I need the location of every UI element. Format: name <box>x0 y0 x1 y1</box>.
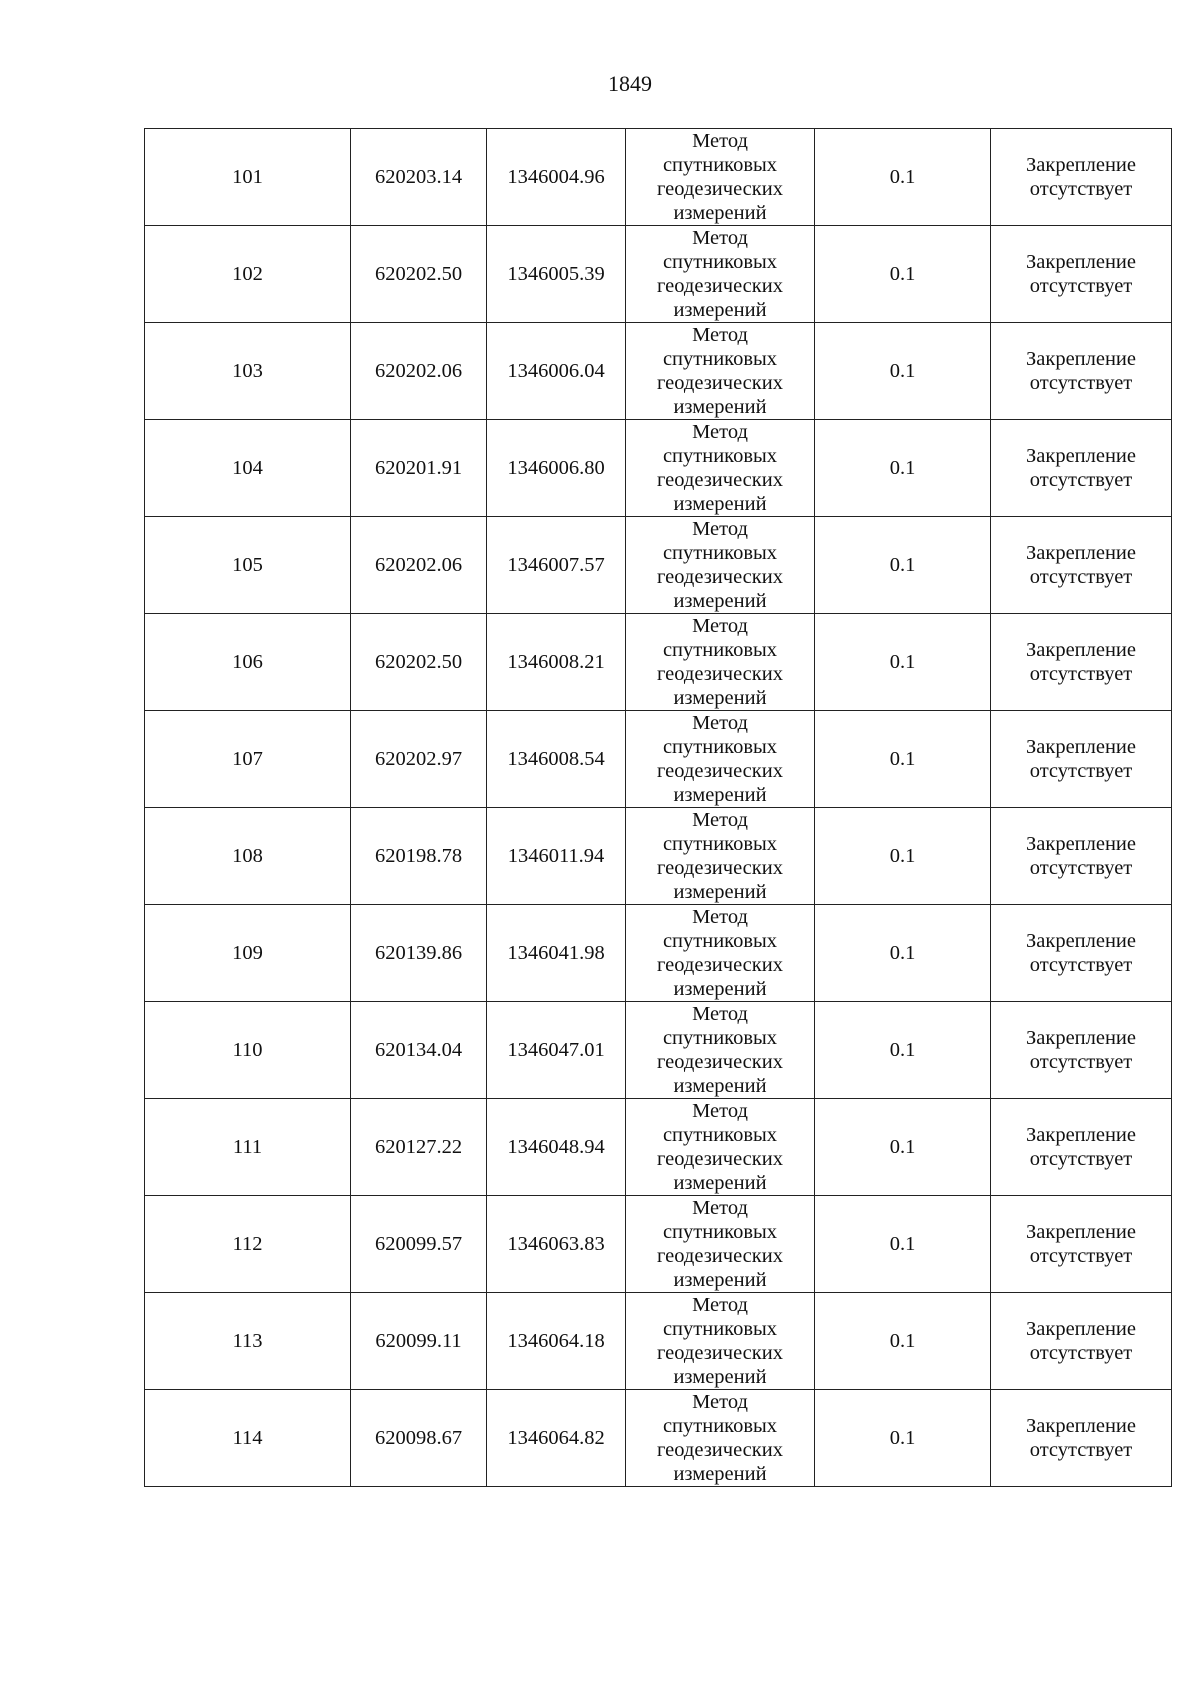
x-coordinate-cell: 620198.78 <box>351 808 487 905</box>
fixing-text-line: Закрепление <box>1025 833 1137 855</box>
table-row <box>145 1002 1172 1099</box>
fixing-text-line: отсутствует <box>1029 1342 1133 1364</box>
method-text-line: геодезических <box>657 954 783 976</box>
y-coordinate-cell: 1346047.01 <box>487 1002 626 1099</box>
fixing-cell <box>991 1293 1172 1390</box>
method-text-line: спутниковых <box>662 542 778 564</box>
fixing-cell <box>991 1390 1172 1487</box>
method-text-line: Метод <box>692 130 748 152</box>
table-row <box>145 129 1172 226</box>
fixing-text-line: Закрепление <box>1025 1124 1137 1146</box>
x-coordinate-cell: 620202.06 <box>351 323 487 420</box>
x-coordinate-cell: 620202.97 <box>351 711 487 808</box>
y-coordinate-cell: 1346006.80 <box>487 420 626 517</box>
fixing-text-line: отсутствует <box>1029 760 1133 782</box>
method-text-line: спутниковых <box>662 445 778 467</box>
fixing-cell <box>991 1196 1172 1293</box>
accuracy-cell: 0.1 <box>815 517 991 614</box>
fixing-cell <box>991 323 1172 420</box>
y-coordinate-cell: 1346063.83 <box>487 1196 626 1293</box>
point-number-cell: 111 <box>145 1099 351 1196</box>
table-row <box>145 517 1172 614</box>
method-text-line: Метод <box>692 906 748 928</box>
method-text-line: Метод <box>692 1197 748 1219</box>
fixing-text-line: отсутствует <box>1029 857 1133 879</box>
table-row <box>145 808 1172 905</box>
accuracy-cell: 0.1 <box>815 226 991 323</box>
method-text-line: измерений <box>673 1269 767 1291</box>
point-number-cell: 106 <box>145 614 351 711</box>
y-coordinate-cell: 1346004.96 <box>487 129 626 226</box>
fixing-text-line: отсутствует <box>1029 372 1133 394</box>
method-text-line: Метод <box>692 421 748 443</box>
accuracy-cell: 0.1 <box>815 905 991 1002</box>
x-coordinate-cell: 620202.50 <box>351 226 487 323</box>
table-row <box>145 226 1172 323</box>
point-number-cell: 110 <box>145 1002 351 1099</box>
method-text-line: геодезических <box>657 469 783 491</box>
accuracy-cell: 0.1 <box>815 1293 991 1390</box>
coordinates-table <box>144 128 1172 1487</box>
fixing-text-line: отсутствует <box>1029 275 1133 297</box>
method-cell <box>626 711 815 808</box>
method-text-line: Метод <box>692 615 748 637</box>
accuracy-cell: 0.1 <box>815 614 991 711</box>
table-row <box>145 1390 1172 1487</box>
y-coordinate-cell: 1346005.39 <box>487 226 626 323</box>
accuracy-cell: 0.1 <box>815 1196 991 1293</box>
method-text-line: геодезических <box>657 275 783 297</box>
table-row <box>145 1099 1172 1196</box>
y-coordinate-cell: 1346008.54 <box>487 711 626 808</box>
method-text-line: Метод <box>692 1003 748 1025</box>
method-text-line: спутниковых <box>662 251 778 273</box>
fixing-text-line: Закрепление <box>1025 445 1137 467</box>
accuracy-cell: 0.1 <box>815 1002 991 1099</box>
method-text-line: Метод <box>692 712 748 734</box>
x-coordinate-cell: 620127.22 <box>351 1099 487 1196</box>
fixing-cell <box>991 1002 1172 1099</box>
method-cell <box>626 808 815 905</box>
point-number-cell: 107 <box>145 711 351 808</box>
point-number-cell: 103 <box>145 323 351 420</box>
accuracy-cell: 0.1 <box>815 323 991 420</box>
fixing-cell <box>991 226 1172 323</box>
method-text-line: измерений <box>673 978 767 1000</box>
fixing-text-line: отсутствует <box>1029 566 1133 588</box>
point-number-cell: 102 <box>145 226 351 323</box>
point-number-cell: 109 <box>145 905 351 1002</box>
method-text-line: Метод <box>692 1294 748 1316</box>
x-coordinate-cell: 620202.50 <box>351 614 487 711</box>
fixing-text-line: Закрепление <box>1025 1221 1137 1243</box>
accuracy-cell: 0.1 <box>815 711 991 808</box>
fixing-text-line: Закрепление <box>1025 639 1137 661</box>
fixing-cell <box>991 1099 1172 1196</box>
fixing-text-line: отсутствует <box>1029 469 1133 491</box>
accuracy-cell: 0.1 <box>815 808 991 905</box>
method-text-line: спутниковых <box>662 1027 778 1049</box>
fixing-text-line: Закрепление <box>1025 1318 1137 1340</box>
method-text-line: геодезических <box>657 1342 783 1364</box>
method-text-line: измерений <box>673 299 767 321</box>
method-cell <box>626 323 815 420</box>
method-text-line: измерений <box>673 202 767 224</box>
x-coordinate-cell: 620203.14 <box>351 129 487 226</box>
method-text-line: измерений <box>673 1366 767 1388</box>
method-text-line: спутниковых <box>662 1318 778 1340</box>
y-coordinate-cell: 1346007.57 <box>487 517 626 614</box>
fixing-cell <box>991 420 1172 517</box>
page-number: 1849 <box>608 71 652 96</box>
method-text-line: геодезических <box>657 566 783 588</box>
method-text-line: Метод <box>692 518 748 540</box>
accuracy-cell: 0.1 <box>815 420 991 517</box>
y-coordinate-cell: 1346048.94 <box>487 1099 626 1196</box>
fixing-text-line: отсутствует <box>1029 1245 1133 1267</box>
table-row <box>145 1293 1172 1390</box>
method-text-line: измерений <box>673 1172 767 1194</box>
method-cell <box>626 1293 815 1390</box>
fixing-text-line: Закрепление <box>1025 736 1137 758</box>
method-text-line: спутниковых <box>662 930 778 952</box>
x-coordinate-cell: 620099.57 <box>351 1196 487 1293</box>
y-coordinate-cell: 1346064.82 <box>487 1390 626 1487</box>
fixing-cell <box>991 711 1172 808</box>
point-number-cell: 101 <box>145 129 351 226</box>
x-coordinate-cell: 620099.11 <box>351 1293 487 1390</box>
fixing-text-line: Закрепление <box>1025 542 1137 564</box>
table-row <box>145 1196 1172 1293</box>
point-number-cell: 112 <box>145 1196 351 1293</box>
method-text-line: измерений <box>673 881 767 903</box>
method-cell <box>626 420 815 517</box>
method-cell <box>626 905 815 1002</box>
method-text-line: измерений <box>673 493 767 515</box>
fixing-cell <box>991 614 1172 711</box>
fixing-cell <box>991 129 1172 226</box>
method-text-line: геодезических <box>657 1148 783 1170</box>
method-cell <box>626 1099 815 1196</box>
fixing-text-line: Закрепление <box>1025 930 1137 952</box>
method-text-line: геодезических <box>657 663 783 685</box>
table-row <box>145 420 1172 517</box>
x-coordinate-cell: 620134.04 <box>351 1002 487 1099</box>
method-cell <box>626 1390 815 1487</box>
method-text-line: геодезических <box>657 1245 783 1267</box>
fixing-cell <box>991 905 1172 1002</box>
point-number-cell: 105 <box>145 517 351 614</box>
method-text-line: измерений <box>673 1463 767 1485</box>
fixing-text-line: Закрепление <box>1025 348 1137 370</box>
y-coordinate-cell: 1346008.21 <box>487 614 626 711</box>
method-text-line: геодезических <box>657 372 783 394</box>
method-text-line: Метод <box>692 1100 748 1122</box>
y-coordinate-cell: 1346064.18 <box>487 1293 626 1390</box>
method-text-line: геодезических <box>657 1439 783 1461</box>
method-text-line: Метод <box>692 227 748 249</box>
method-cell <box>626 1196 815 1293</box>
fixing-text-line: Закрепление <box>1025 154 1137 176</box>
fixing-text-line: отсутствует <box>1029 1439 1133 1461</box>
fixing-cell <box>991 808 1172 905</box>
table-row <box>145 614 1172 711</box>
method-text-line: измерений <box>673 784 767 806</box>
method-text-line: геодезических <box>657 178 783 200</box>
y-coordinate-cell: 1346041.98 <box>487 905 626 1002</box>
method-text-line: Метод <box>692 809 748 831</box>
method-text-line: спутниковых <box>662 1415 778 1437</box>
x-coordinate-cell: 620202.06 <box>351 517 487 614</box>
accuracy-cell: 0.1 <box>815 1390 991 1487</box>
table-body <box>145 129 1172 1487</box>
method-text-line: спутниковых <box>662 736 778 758</box>
y-coordinate-cell: 1346006.04 <box>487 323 626 420</box>
method-cell <box>626 1002 815 1099</box>
fixing-text-line: отсутствует <box>1029 663 1133 685</box>
point-number-cell: 104 <box>145 420 351 517</box>
method-text-line: спутниковых <box>662 1124 778 1146</box>
x-coordinate-cell: 620139.86 <box>351 905 487 1002</box>
fixing-text-line: Закрепление <box>1025 1027 1137 1049</box>
fixing-text-line: отсутствует <box>1029 178 1133 200</box>
method-text-line: спутниковых <box>662 1221 778 1243</box>
method-text-line: спутниковых <box>662 833 778 855</box>
fixing-text-line: отсутствует <box>1029 1051 1133 1073</box>
method-text-line: Метод <box>692 1391 748 1413</box>
y-coordinate-cell: 1346011.94 <box>487 808 626 905</box>
method-text-line: спутниковых <box>662 639 778 661</box>
method-text-line: измерений <box>673 590 767 612</box>
method-text-line: спутниковых <box>662 348 778 370</box>
fixing-text-line: отсутствует <box>1029 954 1133 976</box>
fixing-text-line: Закрепление <box>1025 1415 1137 1437</box>
method-text-line: геодезических <box>657 760 783 782</box>
fixing-cell <box>991 517 1172 614</box>
point-number-cell: 114 <box>145 1390 351 1487</box>
method-cell <box>626 614 815 711</box>
method-text-line: измерений <box>673 1075 767 1097</box>
table-row <box>145 711 1172 808</box>
method-text-line: геодезических <box>657 857 783 879</box>
table-row <box>145 905 1172 1002</box>
fixing-text-line: Закрепление <box>1025 251 1137 273</box>
method-text-line: измерений <box>673 396 767 418</box>
x-coordinate-cell: 620201.91 <box>351 420 487 517</box>
x-coordinate-cell: 620098.67 <box>351 1390 487 1487</box>
point-number-cell: 108 <box>145 808 351 905</box>
method-cell <box>626 517 815 614</box>
point-number-cell: 113 <box>145 1293 351 1390</box>
accuracy-cell: 0.1 <box>815 129 991 226</box>
method-cell <box>626 226 815 323</box>
method-text-line: спутниковых <box>662 154 778 176</box>
fixing-text-line: отсутствует <box>1029 1148 1133 1170</box>
method-text-line: Метод <box>692 324 748 346</box>
accuracy-cell: 0.1 <box>815 1099 991 1196</box>
method-text-line: измерений <box>673 687 767 709</box>
method-text-line: геодезических <box>657 1051 783 1073</box>
table-row <box>145 323 1172 420</box>
method-cell <box>626 129 815 226</box>
